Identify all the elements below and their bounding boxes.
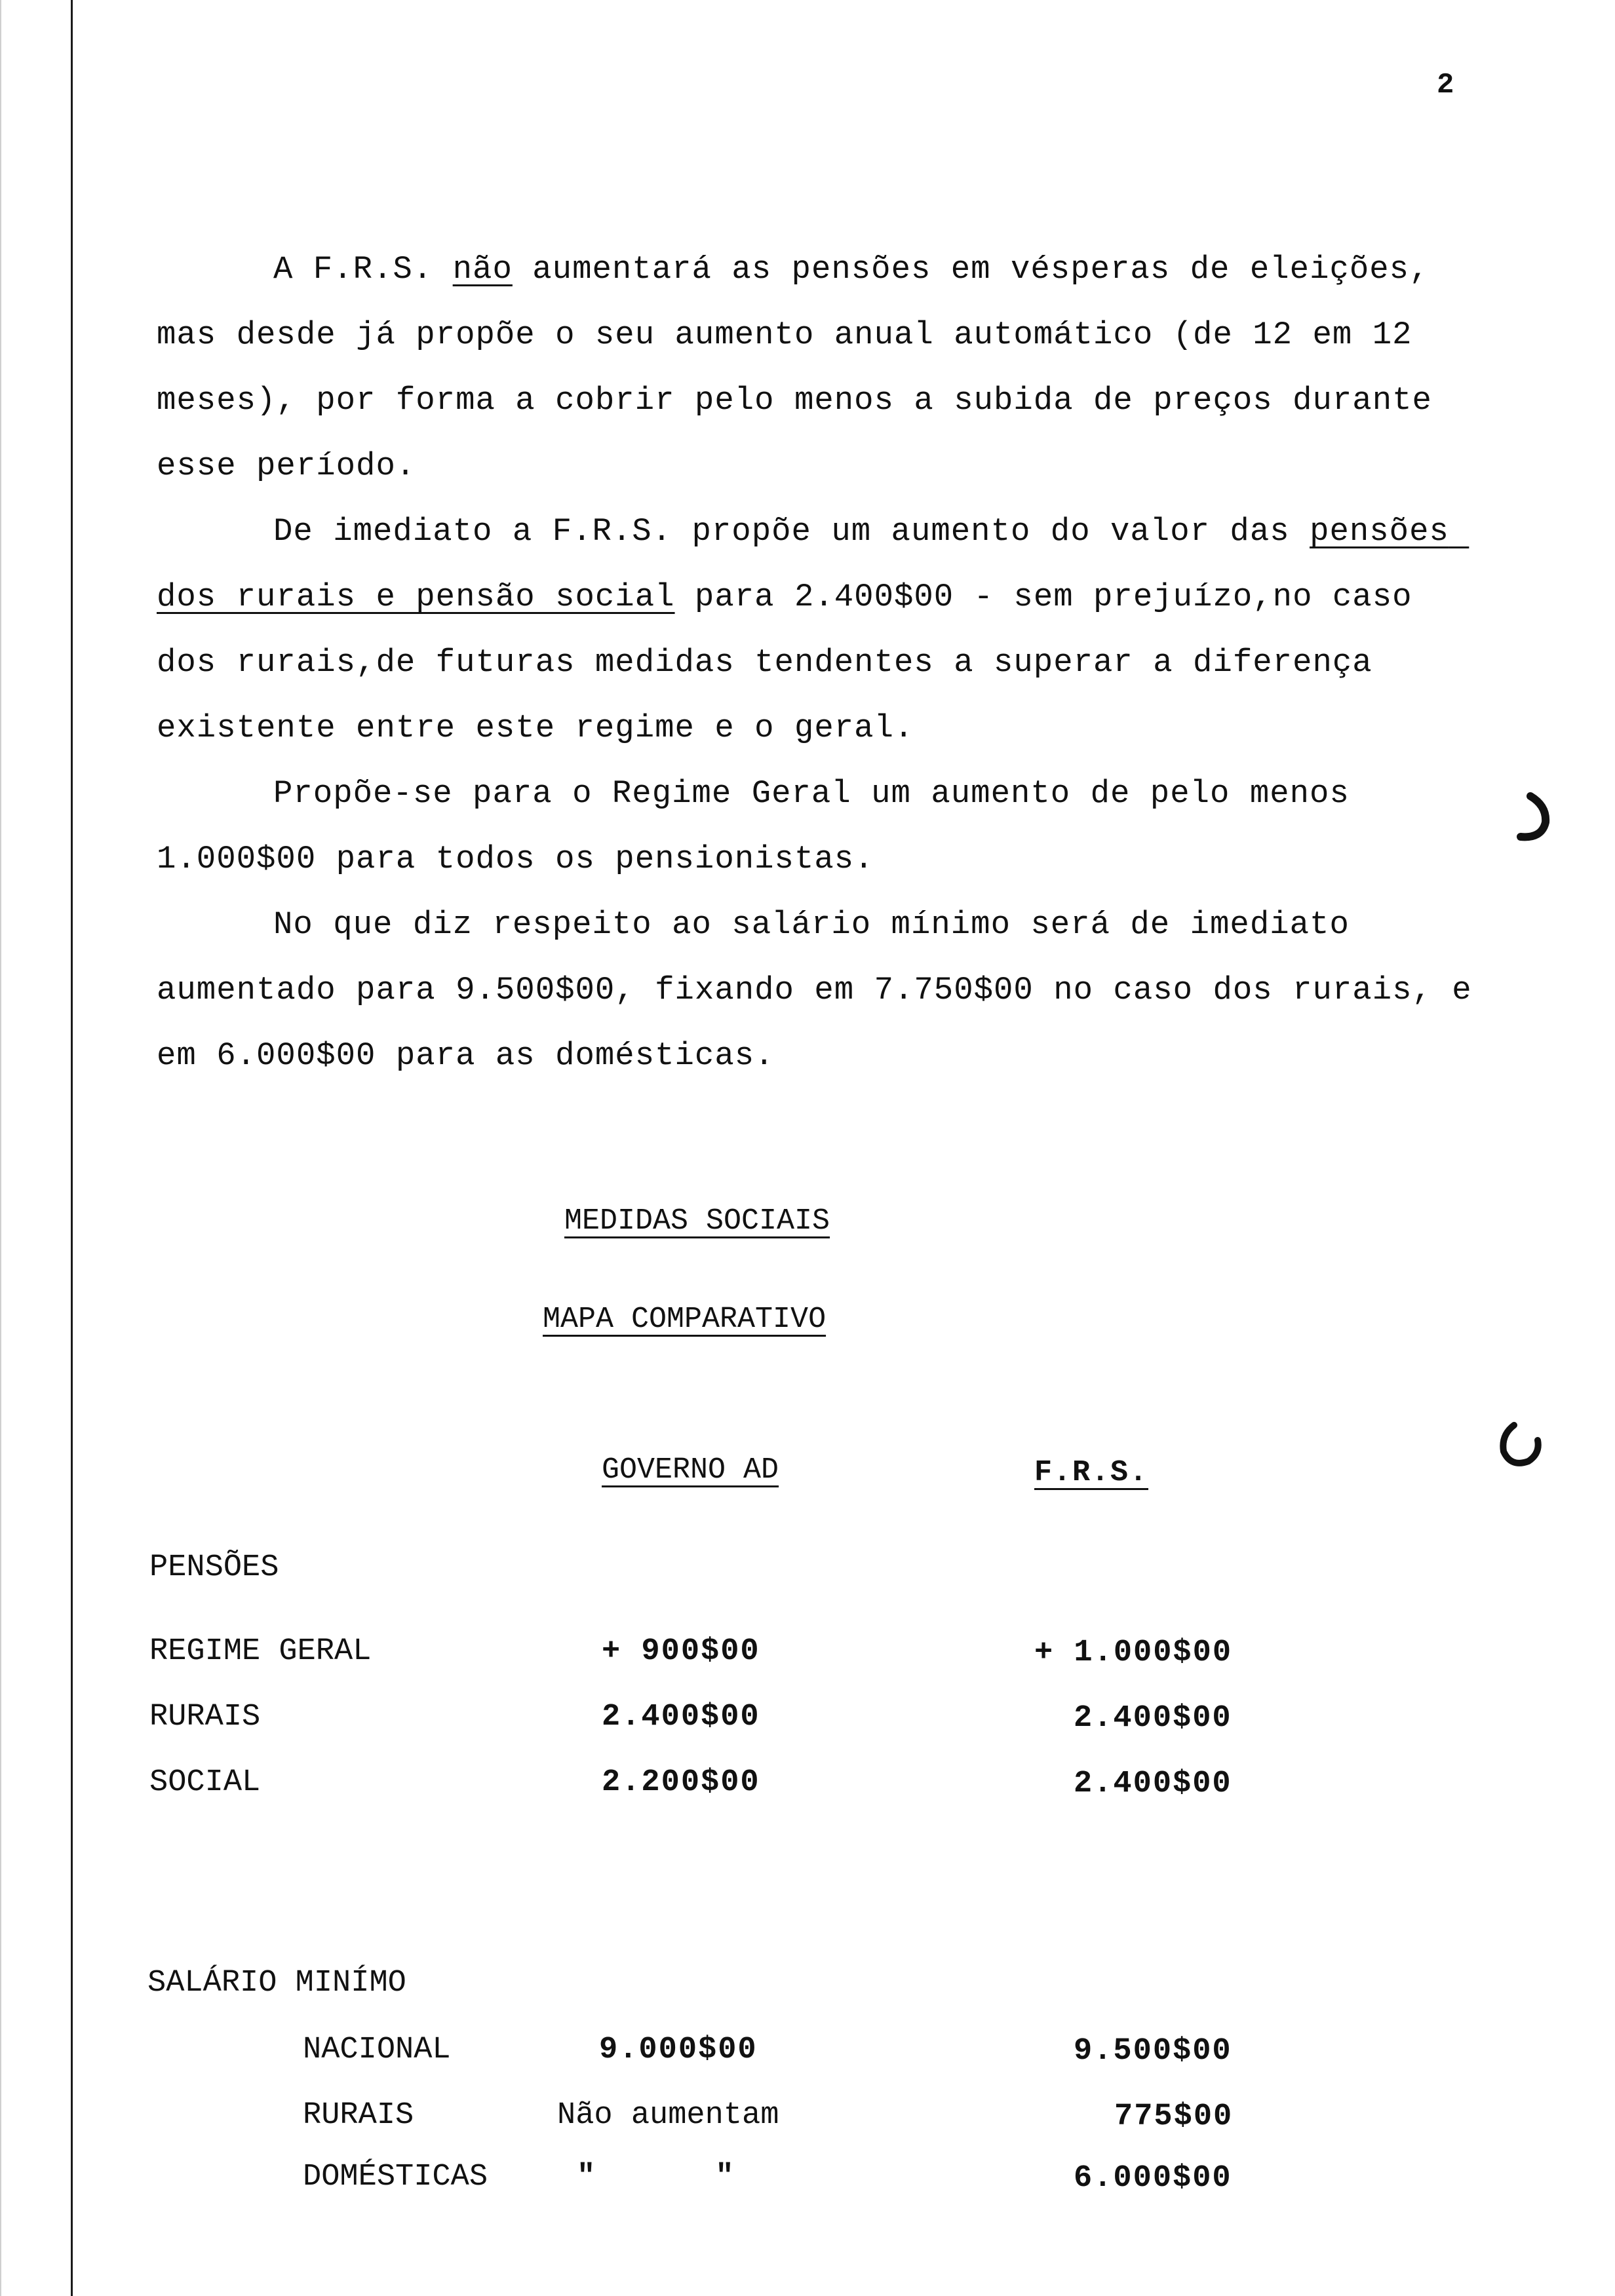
margin-circle-mark (1494, 1415, 1553, 1481)
heading-medidas-sociais: MEDIDAS SOCIAIS (564, 1204, 830, 1238)
paragraph-salario-minimo (157, 892, 1492, 1088)
value-governo-rurais: 2.400$00 (602, 1700, 760, 1734)
section-label-salario-minimo: SALÁRIO MINÍMO (147, 1966, 406, 2000)
column-header-governo: GOVERNO AD (602, 1453, 779, 1487)
value-frs-rurais: 2.400$00 (1074, 1701, 1232, 1736)
p3-text: Propõe-se para o Regime Geral um aumento de pelo menos 1.000$00 para todos os pensionistas. (157, 775, 1370, 877)
value-frs-rurais-salario: 775$00 (1114, 2099, 1234, 2134)
value-governo-rurais-salario: Não aumentam (557, 2098, 779, 2133)
value-governo-domesticas: " " (577, 2160, 735, 2194)
paragraph-pension-increase (157, 237, 1481, 499)
value-frs-domesticas: 6.000$00 (1074, 2161, 1232, 2196)
row-label-rurais-salario: RURAIS (303, 2098, 414, 2133)
column-header-frs: F.R.S. (1034, 1456, 1149, 1489)
value-governo-social: 2.200$00 (602, 1765, 760, 1800)
p4-text: No que diz respeito ao salário mínimo será de imediato aumentado para 9.500$00, fixando em 7.750$00 no caso dos rurais, e em 6.000$00 para as domésticas. (157, 906, 1492, 1074)
row-label-social: SOCIAL (149, 1765, 261, 1800)
value-governo-regime-geral: + 900$00 (602, 1634, 760, 1669)
p1-text-b: aumentará as pensões em vésperas de eleições, mas desde já propõe o seu aumento anual automático (de 12 em 12 meses), por forma a cobrir pelo menos a subida de preços durante esse período. (157, 251, 1452, 484)
paragraph-immediate-increase (157, 499, 1481, 761)
section-label-pensoes: PENSÕES (149, 1550, 279, 1585)
page-number: 2 (1437, 69, 1454, 102)
p2-underlined: pensões dos rurais e pensão social (157, 513, 1469, 615)
value-governo-nacional: 9.000$00 (599, 2033, 758, 2067)
margin-check-mark (1501, 783, 1560, 849)
p1-underlined: não (452, 251, 513, 288)
page-border-line (71, 0, 73, 2296)
row-label-regime-geral: REGIME GERAL (149, 1634, 372, 1669)
row-label-domesticas: DOMÉSTICAS (303, 2160, 488, 2194)
row-label-rurais: RURAIS (149, 1700, 261, 1734)
value-frs-social: 2.400$00 (1074, 1767, 1232, 1801)
row-label-nacional: NACIONAL (303, 2033, 451, 2067)
value-frs-nacional: 9.500$00 (1074, 2034, 1232, 2069)
value-frs-regime-geral: + 1.000$00 (1034, 1636, 1233, 1670)
paragraph-regime-geral (157, 761, 1481, 892)
scan-edge-left (0, 0, 1, 2296)
p1-text-a: A F.R.S. (273, 251, 453, 288)
p2-text-a: De imediato a F.R.S. propõe um aumento do valor das (273, 513, 1310, 550)
heading-mapa-comparativo: MAPA COMPARATIVO (543, 1303, 827, 1336)
p2-text-b: para 2.400$00 - sem prejuízo,no caso dos rurais,de futuras medidas tendentes a superar a diferença existente entre este regime e o geral. (157, 579, 1432, 746)
